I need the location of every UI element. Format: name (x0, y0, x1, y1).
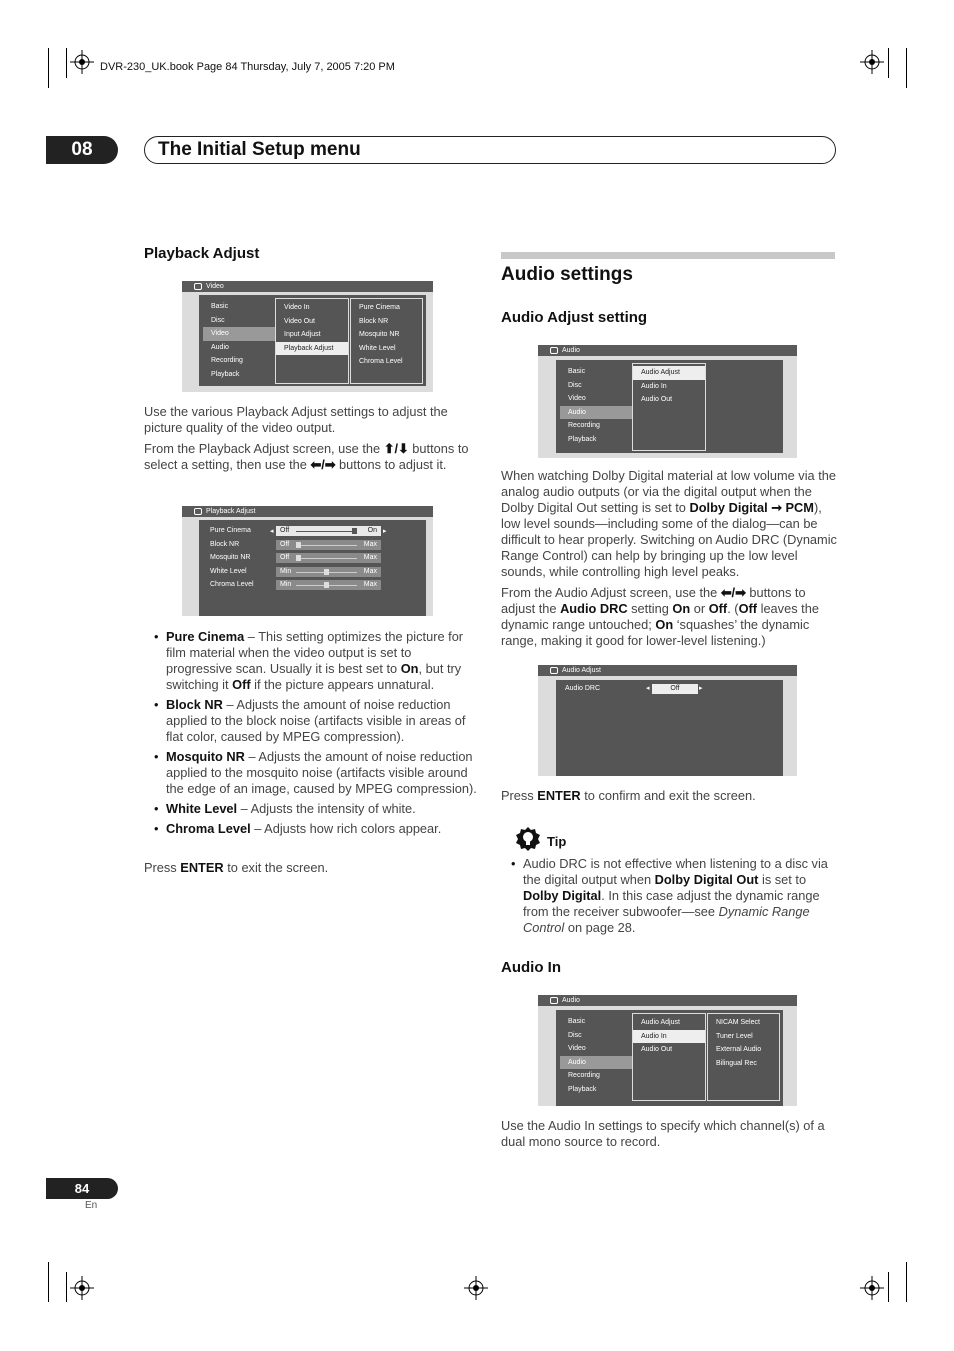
menu-item[interactable]: White Level (359, 344, 396, 352)
registration-mark-icon (860, 1276, 884, 1300)
menu-item[interactable]: Mosquito NR (359, 331, 400, 338)
menu-icon (194, 508, 202, 515)
menu-col-sub (275, 298, 349, 384)
tip-bulb-icon (515, 826, 541, 852)
audio-drc-label: Audio DRC (565, 685, 601, 692)
menu-item[interactable]: Audio In (641, 382, 667, 390)
menu-item[interactable]: Audio Adjust (633, 366, 705, 380)
menu-item[interactable]: Playback (568, 1085, 597, 1093)
audio-in-heading: Audio In (501, 959, 561, 976)
slider-min-label: Min (280, 581, 292, 588)
audio-settings-title: Audio settings (501, 264, 633, 285)
menu-item[interactable]: Disc (568, 1031, 582, 1039)
menu-item[interactable]: Bilingual Rec (716, 1059, 757, 1067)
screen-title: Audio Adjust (562, 667, 601, 674)
slider-knob[interactable] (296, 555, 301, 561)
screen-title-bar (538, 345, 797, 356)
screen-title-bar (182, 281, 433, 292)
menu-item[interactable]: Video (568, 395, 586, 402)
crop-mark (888, 1272, 889, 1302)
audio-in-screen (538, 995, 797, 1106)
playback-para-2: From the Playback Adjust screen, use the ⬆/⬇ buttons to select a setting, then use the ⬅/➡ buttons to adjust it. (144, 441, 469, 472)
playback-adjust-screen (182, 506, 433, 616)
menu-item[interactable]: Audio Out (641, 396, 673, 403)
menu-item[interactable]: Basic (568, 1018, 586, 1025)
menu-icon (550, 997, 558, 1004)
registration-mark-icon (70, 1276, 94, 1300)
menu-col-sub (632, 363, 706, 451)
section-rule (501, 252, 835, 259)
menu-item[interactable]: Audio In (633, 1030, 705, 1044)
menu-item[interactable]: Audio (211, 343, 229, 351)
menu-item[interactable]: Pure Cinema (359, 304, 400, 311)
list-item: • Chroma Level – Adjusts how rich colors appear. (144, 821, 478, 837)
menu-item[interactable]: Audio (560, 1056, 632, 1070)
press-enter-right: Press ENTER to confirm and exit the screen. (501, 788, 756, 803)
menu-icon (194, 283, 202, 290)
crop-mark (66, 1272, 67, 1302)
slider-panel (199, 520, 426, 616)
slider[interactable] (276, 540, 381, 550)
language-code: En (85, 1200, 98, 1211)
slider-knob[interactable] (296, 542, 301, 548)
menu-col-main (203, 300, 275, 381)
menu-item[interactable]: Recording (568, 1072, 600, 1079)
screen-title-bar (538, 665, 797, 676)
menu-item[interactable]: Basic (568, 368, 586, 375)
file-header: DVR-230_UK.book Page 84 Thursday, July 7, 2005 7:20 PM (100, 61, 395, 73)
menu-item[interactable]: Basic (211, 303, 229, 310)
registration-mark-icon (70, 50, 94, 74)
slider-knob[interactable] (324, 569, 329, 575)
slider-track (296, 558, 357, 559)
screen-title: Playback Adjust (206, 508, 256, 515)
tip-label: Tip (547, 834, 567, 849)
crop-mark (888, 48, 889, 78)
menu-item[interactable]: Disc (211, 316, 225, 324)
audio-para-1: When watching Dolby Digital material at low volume via the analog audio outputs (or via the digital output when the Dolby Digital Out setting is set to Dolby Digital ➞ PCM), low level sounds—including some of the dialog—can be difficult to hear properly. Switching on Audio DRC (Dynamic Range Control) can help by bringing up the low level sounds, while controlling high level peaks. (501, 468, 837, 579)
slider-min-label: Min (280, 567, 292, 575)
menu-item[interactable]: NICAM Select (716, 1019, 760, 1026)
menu-item[interactable]: Chroma Level (359, 358, 403, 365)
menu-item[interactable]: Audio Out (641, 1046, 673, 1053)
slider-knob[interactable] (352, 528, 357, 534)
list-item: • Pure Cinema – This setting optimizes the picture for film material when the video output is set to progressive scan. Usually it is best set to On, but try switching it Off if the picture appears unnatural. (144, 629, 478, 693)
chapter-number: 08 (46, 136, 118, 164)
list-item: • Block NR – Adjusts the amount of noise reduction applied to the block noise (artifacts visible in areas of flat color, caused by MPEG compression). (144, 697, 478, 745)
page-number: 84 (46, 1178, 118, 1199)
slider[interactable] (276, 526, 381, 536)
crop-mark (48, 48, 49, 88)
menu-icon (550, 667, 558, 674)
menu-item[interactable]: Disc (568, 381, 582, 389)
menu-item[interactable]: External Audio (716, 1046, 762, 1053)
audio-para-2: From the Audio Adjust screen, use the ⬅/➡ buttons to adjust the Audio DRC setting On or Off. (Off leaves the dynamic range untouched; On ‘squashes’ the dynamic range, making it good for lower-level listening.) (501, 585, 819, 648)
menu-item[interactable]: Playback (568, 435, 597, 443)
slider-label: Pure Cinema (210, 527, 251, 534)
menu-col-main (560, 365, 632, 446)
slider-track (296, 545, 357, 546)
menu-item[interactable]: Input Adjust (284, 331, 321, 338)
slider-min-label: Off (280, 527, 290, 534)
menu-item[interactable]: Recording (568, 422, 600, 429)
slider-min-label: Off (280, 554, 290, 561)
crop-mark (66, 48, 67, 78)
tip-list (501, 856, 837, 940)
menu-item[interactable]: Video (203, 327, 275, 341)
audio-menu-screen (538, 345, 797, 458)
slider-max-label: Max (363, 581, 377, 588)
menu-col-sub2 (350, 298, 423, 384)
registration-mark-icon (464, 1276, 488, 1300)
left-arrow-icon[interactable]: ◂ (270, 528, 274, 535)
menu-item[interactable]: Video In (284, 304, 310, 311)
bullet-list (144, 629, 478, 841)
registration-mark-icon (860, 50, 884, 74)
audio-drc-value[interactable]: Off (652, 684, 698, 694)
slider-label: Block NR (210, 540, 240, 548)
menu-col-main (560, 1015, 632, 1096)
list-item: • White Level – Adjusts the intensity of white. (144, 801, 478, 817)
slider-max-label: Max (363, 540, 377, 548)
playback-para-1: Use the various Playback Adjust settings to adjust the picture quality of the video output. (144, 404, 448, 435)
list-item: • Mosquito NR – Adjusts the amount of noise reduction applied to the mosquito noise (artifacts visible around the edge of an image, caused by MPEG compression). (144, 749, 478, 797)
menu-item[interactable]: Block NR (359, 317, 389, 325)
chapter-title: The Initial Setup menu (158, 139, 361, 160)
screen-title-bar (182, 506, 433, 517)
menu-col-sub2 (707, 1013, 780, 1101)
right-arrow-icon[interactable]: ▸ (383, 528, 387, 535)
slider-max-label: Max (363, 554, 377, 561)
slider-label: Mosquito NR (210, 554, 251, 561)
audio-drc-screen (538, 665, 797, 776)
video-menu-screen (182, 281, 433, 392)
menu-item[interactable]: Video Out (284, 317, 316, 325)
menu-item[interactable]: Recording (211, 357, 243, 364)
right-arrow-icon[interactable]: ▸ (699, 685, 703, 692)
slider-label: Chroma Level (210, 581, 254, 588)
screen-title: Audio (562, 347, 580, 354)
menu-item[interactable]: Tuner Level (716, 1032, 753, 1040)
slider-min-label: Off (280, 540, 290, 548)
press-enter-left: Press ENTER to exit the screen. (144, 860, 329, 875)
list-item: • Audio DRC is not effective when listening to a disc via the digital output when Dolby Digital Out is set to Dolby Digital. In this case adjust the dynamic range from the receiver subwoofer—see Dynamic Range Control on page 28. (501, 856, 837, 936)
slider-track (296, 531, 357, 532)
playback-adjust-heading: Playback Adjust (144, 245, 260, 262)
menu-item[interactable]: Video (568, 1045, 586, 1052)
slider[interactable] (276, 567, 381, 577)
left-arrow-icon[interactable]: ◂ (646, 685, 650, 692)
audio-in-para: Use the Audio In settings to specify which channel(s) of a dual mono source to record. (501, 1118, 825, 1149)
slider-knob[interactable] (324, 582, 329, 588)
screen-title: Video (206, 283, 224, 290)
menu-item[interactable]: Playback Adjust (276, 342, 348, 356)
crop-mark (906, 1262, 907, 1302)
menu-icon (550, 347, 558, 354)
screen-title: Audio (562, 997, 580, 1004)
crop-mark (48, 1262, 49, 1302)
menu-item[interactable]: Playback (211, 370, 240, 378)
screen-title-bar (538, 995, 797, 1006)
crop-mark (906, 48, 907, 88)
slider[interactable] (276, 553, 381, 563)
slider[interactable] (276, 580, 381, 590)
menu-item[interactable]: Audio (560, 406, 632, 420)
menu-item[interactable]: Audio Adjust (641, 1019, 680, 1026)
slider-label: White Level (210, 567, 247, 575)
audio-adjust-heading: Audio Adjust setting (501, 309, 648, 326)
slider-max-label: On (367, 527, 377, 534)
menu-col-sub (632, 1013, 706, 1101)
slider-max-label: Max (363, 567, 377, 575)
